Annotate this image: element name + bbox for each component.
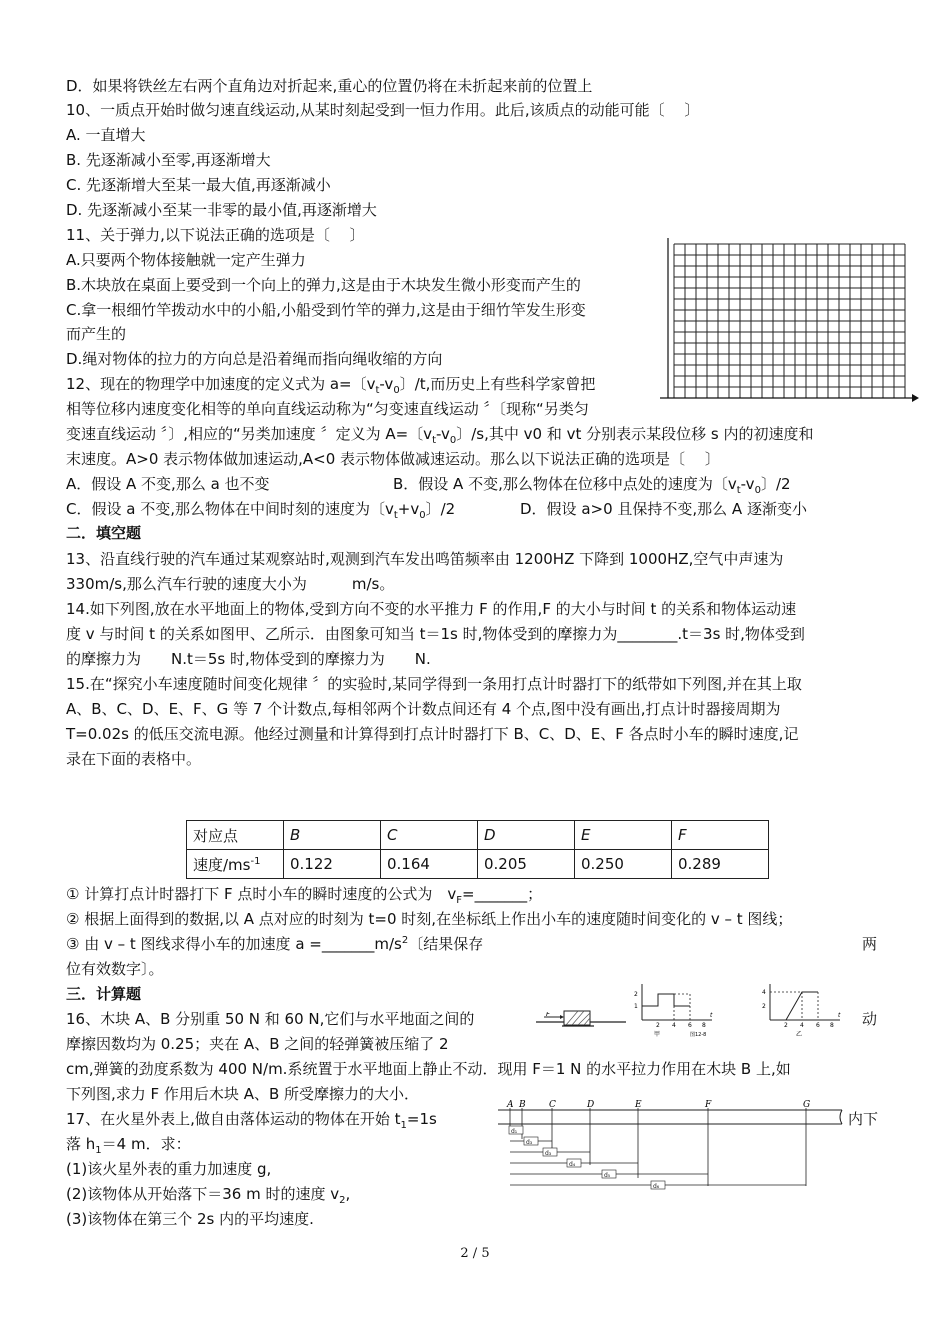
table-cell: B — [284, 821, 381, 850]
force-label: F — [546, 1012, 551, 1018]
section-fill-blank-title: 二．填空题 — [66, 524, 142, 542]
tape-point-label: G — [803, 1100, 811, 1110]
q15-line1: 15.在“探究小车速度随时间变化规律 〞的实验时,某同学得到一条用打点计时器打下的纸带如下列图,并在其上取 — [66, 675, 802, 693]
q11-stem: 11、关于弹力,以下说法正确的选项是〔 〕 — [66, 226, 365, 244]
tape-point-label: D — [587, 1100, 595, 1110]
tape-dimension-label: d₁ — [511, 1128, 518, 1135]
tape-point-label: E — [635, 1100, 642, 1110]
graph-caption: 图12-8 — [690, 1032, 707, 1038]
force-time-graph — [632, 982, 718, 1040]
tape-dimension-label: d₅ — [604, 1172, 611, 1179]
table-row — [187, 850, 769, 879]
q15-line4: 录在下面的表格中。 — [66, 750, 202, 768]
graph-label-yi: 乙 — [796, 1031, 803, 1038]
q11-option-c-line2: 而产生的 — [66, 325, 127, 343]
ft-x-tick: 2 — [656, 1022, 660, 1029]
vt-x-tick: 2 — [784, 1022, 788, 1029]
q16-line1-tail: 动 — [862, 1010, 878, 1028]
vt-x-tick: 8 — [830, 1022, 834, 1029]
ft-y-tick: 2 — [634, 991, 638, 998]
vt-t-axis: t — [838, 1012, 841, 1019]
q17-part1: (1)该火星外表的重力加速度 g, — [66, 1160, 272, 1178]
q16-line4: 下列图,求力 F 作用后木块 A、B 所受摩擦力的大小． — [66, 1085, 420, 1103]
table-cell: 0.164 — [381, 850, 478, 879]
q15-sub3-line2: 位有效数字〕。 — [66, 960, 164, 978]
q12-option-b: B．假设 A 不变,那么物体在位移中点处的速度为〔$v_t-v_0$〕/2 — [393, 475, 791, 496]
table-header-cell: 速度$/ms^{-1}$ — [187, 850, 284, 879]
q15-line2: A、B、C、D、E、F、G 等 7 个计数点,每相邻两个计数点间还有 4 个点,图中没有画出,打点计时器接周期为 — [66, 700, 781, 718]
q15-sub1: ① 计算打点计时器打下 F 点时小车的瞬时速度的公式为 $v_F=\_\_\_\_\_\_\_$； — [66, 885, 543, 906]
velocity-time-graph — [760, 982, 850, 1040]
vt-x-tick: 4 — [800, 1022, 804, 1029]
q13-line1: 13、沿直线行驶的汽车通过某观察站时,观测到汽车发出鸣笛频率由 1200HZ 下降到 1000HZ,空气中声速为 — [66, 550, 784, 568]
ft-t-axis: t — [710, 1012, 713, 1019]
q16-line1: 16、木块 A、B 分别重 50 N 和 60 N,它们与水平地面之间的 — [66, 1010, 475, 1028]
tape-dimension-label: d₆ — [653, 1183, 660, 1190]
vt-y-tick: 4 — [762, 989, 766, 996]
tape-dimension-label: d₃ — [545, 1150, 552, 1157]
q14-line1: 14.如下列图,放在水平地面上的物体,受到方向不变的水平推力 F 的作用,F 的大小与时间 t 的关系和物体运动速 — [66, 600, 797, 618]
tape-point-label: A — [507, 1100, 514, 1110]
q15-sub3: ③ 由 v – t 图线求得小车的加速度 $a =\_\_\_\_\_\_\_m/s^2$〔结果保存 — [66, 935, 484, 953]
vt-x-tick: 6 — [816, 1022, 820, 1029]
q9-option-d: D．如果将铁丝左右两个直角边对折起来,重心的位置仍将在未折起来前的位置上 — [66, 77, 593, 95]
section-calculation-title: 三．计算题 — [66, 985, 142, 1003]
q14-line2: 度 v 与时间 t 的关系如图甲、乙所示．由图象可知当 t＝1s 时,物体受到的摩擦力为________.t＝3s 时,物体受到 — [66, 625, 805, 643]
table-cell: 0.122 — [284, 850, 381, 879]
table-cell: 0.289 — [672, 850, 769, 879]
table-cell: E — [575, 821, 672, 850]
q12-option-d: D．假设 a>0 且保持不变,那么 A 逐渐变小 — [520, 500, 807, 518]
q14-line3: 的摩擦力为 N.t＝5s 时,物体受到的摩擦力为 N. — [66, 650, 431, 668]
q12-line3: 变速直线运动 〞〕,相应的“另类加速度 〞定义为 A=〔$v_t-v_0$〕/s,其中 v0 和 vt 分别表示某段位移 s 内的初速度和 — [66, 425, 814, 446]
ft-x-tick: 8 — [702, 1022, 706, 1029]
table-row — [187, 821, 769, 850]
page-number: 2 / 5 — [460, 1246, 490, 1261]
q17-line2: 落 $h_1=4$ m．求： — [66, 1135, 191, 1156]
q10-stem: 10、一质点开始时做匀速直线运动,从某时刻起受到一恒力作用。此后,该质点的动能可能〔 〕 — [66, 101, 700, 119]
q10-option-c: C. 先逐渐增大至某一最大值,再逐渐减小 — [66, 176, 331, 194]
coordinate-grid-figure — [660, 238, 920, 414]
table-cell: C — [381, 821, 478, 850]
speed-table — [186, 820, 769, 879]
paper-tape-figure — [498, 1098, 848, 1190]
q15-line3: T=0.02s 的低压交流电源。他经过测量和计算得到打点计时器打下 B、C、D、E、F 各点时小车的瞬时速度,记 — [66, 725, 799, 743]
q12-option-a: A．假设 A 不变,那么 a 也不变 — [66, 475, 270, 493]
q17-line1: 17、在火星外表上,做自由落体运动的物体在开始 $t_1=1s$ — [66, 1110, 437, 1131]
force-hatch — [562, 1009, 594, 1029]
table-header-cell: 对应点 — [187, 821, 284, 850]
q12-line1: 12、现在的物理学中加速度的定义式为 a=〔$v_t-v_0$〕/t,而历史上有些科学家曾把 — [66, 375, 596, 396]
q11-option-d: D.绳对物体的拉力的方向总是沿着绳而指向绳收缩的方向 — [66, 350, 443, 368]
q17-line1-tail: 内下 — [848, 1110, 879, 1128]
q12-option-c: C．假设 a 不变,那么物体在中间时刻的速度为〔$v_t+v_0$〕/2 — [66, 500, 456, 521]
q11-option-c-line1: C.拿一根细竹竿拨动水中的小船,小船受到竹竿的弹力,这是由于细竹竿发生形变 — [66, 301, 586, 319]
ft-y-tick: 1 — [634, 1003, 638, 1010]
ft-x-tick: 6 — [688, 1022, 692, 1029]
q16-line2: 摩擦因数均为 0.25；夹在 A、B 之间的轻弹簧被压缩了 2 — [66, 1035, 449, 1053]
ft-x-tick: 4 — [672, 1022, 676, 1029]
tape-point-label: C — [549, 1100, 556, 1110]
q10-option-b: B. 先逐渐减小至零,再逐渐增大 — [66, 151, 271, 169]
q10-option-a: A. 一直增大 — [66, 126, 146, 144]
tape-point-label: F — [705, 1100, 712, 1110]
q11-option-b: B.木块放在桌面上要受到一个向上的弹力,这是由于木块发生微小形变而产生的 — [66, 276, 581, 294]
q16-line3: cm,弹簧的劲度系数为 400 N/m.系统置于水平地面上静止不动．现用 F＝1 N 的水平拉力作用在木块 B 上,如 — [66, 1060, 791, 1078]
q10-option-d: D. 先逐渐减小至某一非零的最小值,再逐渐增大 — [66, 201, 377, 219]
table-cell: F — [672, 821, 769, 850]
table-cell: D — [478, 821, 575, 850]
vt-y-tick: 2 — [762, 1003, 766, 1010]
q12-line4: 末速度。A>0 表示物体做加速运动,A<0 表示物体做减速运动。那么以下说法正确的选项是〔 〕 — [66, 450, 720, 468]
table-cell: 0.205 — [478, 850, 575, 879]
tape-dimension-label: d₃ — [526, 1139, 533, 1146]
tape-point-label: B — [519, 1100, 526, 1110]
q15-sub3-tail: 两 — [862, 935, 878, 953]
q12-line2: 相等位移内速度变化相等的单向直线运动称为“匀变速直线运动 〞〔现称“另类匀 — [66, 400, 589, 418]
q17-part3: (3)该物体在第三个 2s 内的平均速度. — [66, 1210, 314, 1228]
q13-line2: 330m/s,那么汽车行驶的速度大小为 m/s。 — [66, 575, 395, 593]
q11-option-a: A.只要两个物体接触就一定产生弹力 — [66, 251, 306, 269]
q15-sub2: ② 根据上面得到的数据,以 A 点对应的时刻为 t=0 时刻,在坐标纸上作出小车的速度随时间变化的 v – t 图线； — [66, 910, 793, 928]
table-cell: 0.250 — [575, 850, 672, 879]
tape-dimension-label: d₄ — [569, 1161, 576, 1168]
graph-label-jia: 甲 — [654, 1031, 661, 1038]
q17-part2: (2)该物体从开始落下＝36 m 时的速度 $v_2$, — [66, 1185, 351, 1206]
